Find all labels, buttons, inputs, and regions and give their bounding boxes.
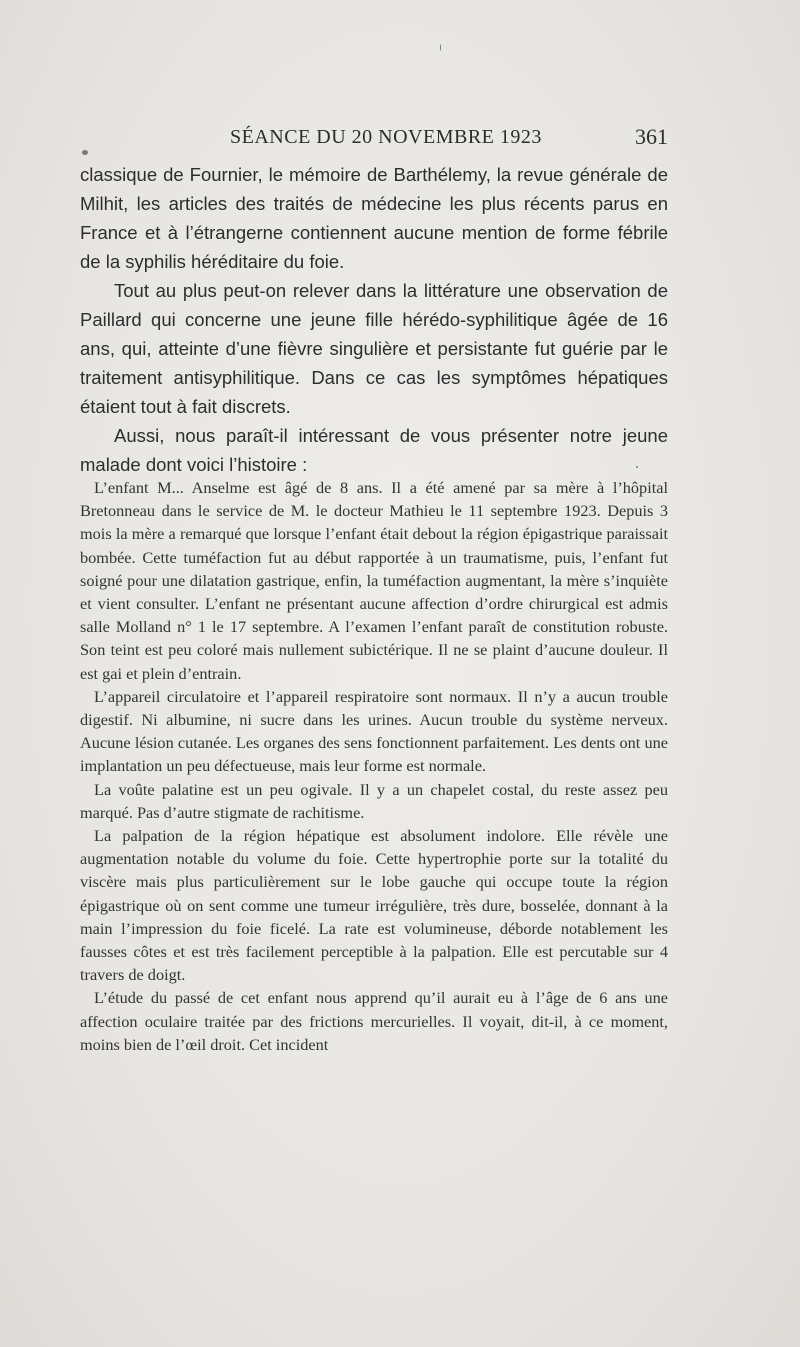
page-header [80, 124, 668, 154]
ink-speck [82, 150, 88, 155]
observation-paragraph: L’enfant M... Anselme est âgé de 8 ans. Il a été amené par sa mère à l’hôpital Bretonneau dans le service de M. le docteur Mathieu le 11 septembre 1923. Depuis 3 mois la mère a remarqué que lorsque l’enfant était debout la région épigastrique paraissait bombée. Cette tuméfaction fut au début rapportée à un traumatisme, puis, l’enfant fut soigné pour une dilatation gastrique, enfin, la tuméfaction augmentant, la mère s’inquiète et vient consulter. L’enfant ne présentant aucune affection d’ordre chirurgical est admis salle Molland n° 1 le 17 septembre. A l’examen l’enfant paraît de constitution robuste. Son teint est peu coloré mais nullement subictérique. Il ne se plaint d’aucune douleur. Il est gai et plein d’entrain. [80, 478, 668, 683]
paragraph-paillard: Tout au plus peut-on relever dans la littérature une observation de Paillard qui concerne une jeune fille hérédo-syphilitique âgée de 16 ans, qui, atteinte d’une fièvre singulière et persistante fut guérie par le traitement antisyphilitique. Dans ce cas les symptômes hépatiques étaient tout à fait discrets. [80, 280, 668, 417]
ink-speck [440, 44, 441, 51]
observation-paragraph: L’étude du passé de cet enfant nous apprend qu’il aurait eu à l’âge de 6 ans une affection oculaire traitée par des frictions mercurielles. Il voyait, dit-il, à ce moment, moins bien de l’œil droit. Cet incident [80, 988, 668, 1054]
case-observation [80, 476, 668, 1056]
main-text [80, 160, 668, 479]
observation-paragraph: La palpation de la région hépatique est absolument indolore. Elle révèle une augmentation notable du volume du foie. Cette hypertrophie porte sur la totalité du viscère mais plus particulièrement sur le lobe gauche qui occupe toute la région épigastrique où on sent comme une tumeur irrégulière, très dure, bosselée, donnant à la main l’impression du foie ficelé. La rate est volumineuse, déborde notablement les fausses côtes et est très facilement perceptible à la palpation. Elle est percutable sur 4 travers de doigt. [80, 826, 668, 985]
running-title: SÉANCE DU 20 NOVEMBRE 1923 [230, 126, 542, 148]
observation-paragraph: La voûte palatine est un peu ogivale. Il y a un chapelet costal, du reste assez peu marqué. Pas d’autre stigmate de rachitisme. [80, 779, 668, 822]
observation-paragraph: L’appareil circulatoire et l’appareil respiratoire sont normaux. Il n’y a aucun trouble digestif. Ni albumine, ni sucre dans les urines. Aucun trouble du système nerveux. Aucune lésion cutanée. Les organes des sens fonctionnent parfaitement. Les dents ont une implantation un peu défectueuse, mais leur forme est normale. [80, 686, 668, 776]
paragraph-continuation: classique de Fournier, le mémoire de Barthélemy, la revue générale de Milhit, les articles des traités de médecine les plus récents parus en France et à l’étrangerne contiennent aucune mention de forme fébrile de la syphilis héréditaire du foie. [80, 164, 668, 272]
page-number: 361 [635, 124, 668, 149]
paragraph-introduction: Aussi, nous paraît-il intéressant de vous présenter notre jeune malade dont voici l’histoire : [80, 425, 668, 475]
ink-speck [636, 466, 638, 468]
